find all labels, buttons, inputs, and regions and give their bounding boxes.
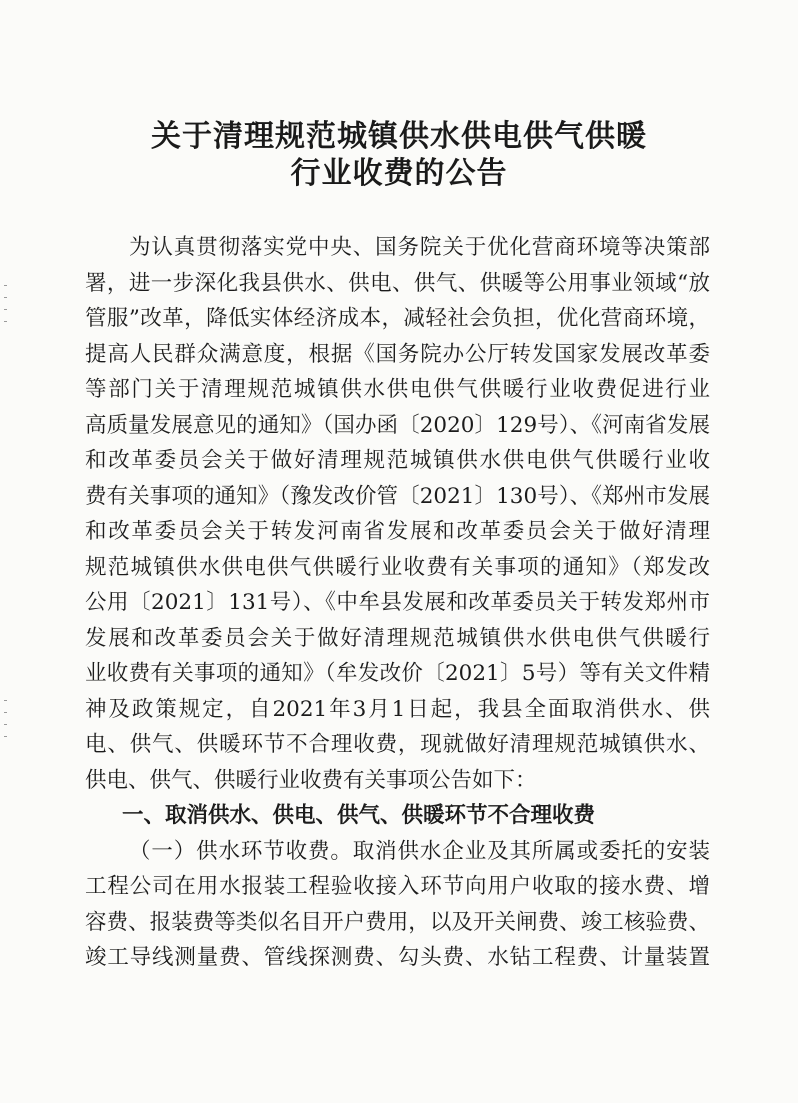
body-line: 为认真贯彻落实党中央、国务院关于优化营商环境等决策部	[129, 235, 710, 260]
body-line: 署，进一步深化我县供水、供电、供气、供暖等公用事业领域“放	[85, 270, 710, 296]
document-body	[85, 230, 710, 976]
body-line: 等部门关于清理规范城镇供水供电供气供暖行业收费促进行业	[85, 377, 710, 402]
document-title-line-1: 关于清理规范城镇供水供电供气供暖	[151, 119, 647, 154]
body-line: 公用〔2021〕131号）、《中牟县发展和改革委员关于转发郑州市	[85, 590, 710, 615]
body-line: 高质量发展意见的通知》（国办函〔2020〕129号）、《河南省发展	[85, 412, 710, 438]
document-title-line-2: 行业收费的公告	[290, 156, 508, 191]
body-line: 和改革委员会关于做好清理规范城镇供水供电供气供暖行业收	[85, 448, 710, 473]
body-line: 神及政策规定，自2021年3月1日起，我县全面取消供水、供	[85, 696, 710, 722]
body-line: 管服”改革，降低实体经济成本，减轻社会负担，优化营商环境，	[85, 306, 710, 331]
scan-margin-marks-upper	[4, 285, 8, 333]
section-heading: 一、取消供水、供电、供气、供暖环节不合理收费	[122, 803, 596, 828]
body-line: 和改革委员会关于转发河南省发展和改革委员会关于做好清理	[85, 519, 710, 544]
section-line: 容费、报装费等类似名目开户费用，以及开关闸费、竣工核验费、	[85, 909, 710, 935]
section-line: 工程公司在用水报装工程验收接入环节向用户收取的接水费、增	[85, 874, 710, 899]
body-line: 提高人民群众满意度，根据《国务院办公厅转发国家发展改革委	[85, 341, 710, 367]
section-line: 竣工导线测量费、管线探测费、勾头费、水钻工程费、计量装置	[85, 945, 710, 970]
body-line: 规范城镇供水供电供气供暖行业收费有关事项的通知》（郑发改	[85, 554, 710, 580]
body-line: 发展和改革委员会关于做好清理规范城镇供水供电供气供暖行	[85, 625, 710, 651]
body-line: 电、供气、供暖环节不合理收费，现就做好清理规范城镇供水、	[85, 732, 710, 757]
section-line: （一）供水环节收费。取消供水企业及其所属或委托的安装	[129, 838, 710, 864]
body-line: 费有关事项的通知》（豫发改价管〔2021〕130号）、《郑州市发展	[85, 483, 710, 509]
body-line: 业收费有关事项的通知》（牟发改价〔2021〕5号）等有关文件精	[85, 661, 710, 686]
scan-margin-marks-lower	[4, 700, 8, 748]
body-line: 供电、供气、供暖行业收费有关事项公告如下：	[85, 767, 537, 793]
